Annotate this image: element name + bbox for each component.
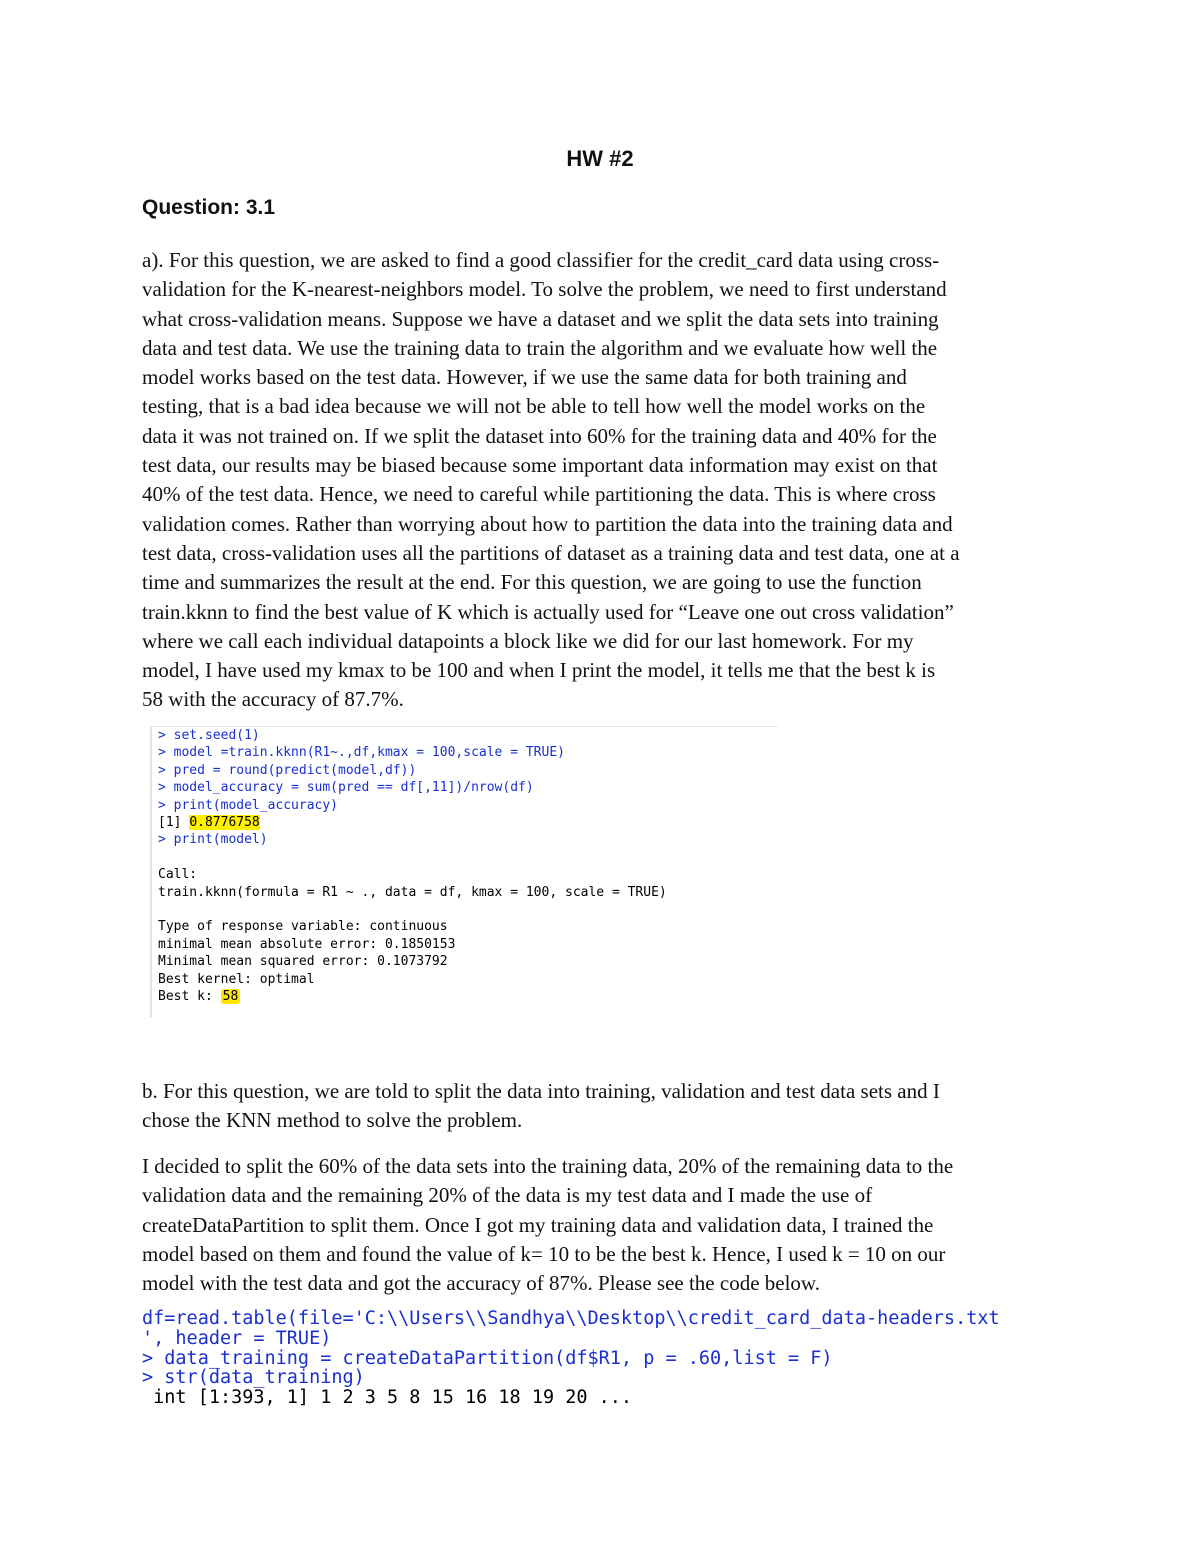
paragraph-line: chose the KNN method to solve the problem. (142, 1108, 523, 1133)
console-blank-line (152, 901, 778, 918)
console-line: > print(model) (158, 832, 268, 848)
part-b-paragraph (142, 1077, 1062, 1136)
paragraph-line: 40% of the test data. Hence, we need to careful while partitioning the data. This is where cross (142, 482, 936, 507)
paragraph-line: train.kknn to find the best value of K which is actually used for “Leave one out cross validation” (142, 599, 954, 624)
paragraph-line: 58 with the accuracy of 87.7%. (142, 687, 404, 712)
paragraph-line: I decided to split the 60% of the data sets into the training data, 20% of the remaining data to the (142, 1154, 954, 1178)
paragraph-line: model works based on the test data. However, if we use the same data for both training and (142, 365, 907, 390)
paragraph-line: time and summarizes the result at the end. For this question, we are going to use the function (142, 570, 922, 595)
paragraph-line: test data, our results may be biased because some important data information may exist on that (142, 453, 938, 478)
paragraph-line: data it was not trained on. If we split the dataset into 60% for the training data and 40% for the (142, 423, 937, 448)
highlighted-accuracy: 0.8776758 (189, 815, 260, 831)
console-output-line: train.kknn(formula = R1 ~ ., data = df, kmax = 100, scale = TRUE) (158, 884, 667, 900)
page-title: HW #2 (566, 146, 634, 171)
part-b-method-paragraph (142, 1152, 1062, 1298)
console-line: > set.seed(1) (158, 728, 260, 743)
console-output-line: Best kernel: optimal (158, 971, 315, 987)
paragraph-line: model with the test data and got the accuracy of 87%. Please see the code below. (142, 1271, 820, 1296)
console-line: > print(model_accuracy) (158, 797, 339, 813)
console-output-line (152, 988, 778, 1005)
paragraph-line: where we call each individual datapoints a block like we did for our last homework. For my (142, 628, 914, 653)
question-heading: Question: 3.1 (142, 196, 276, 219)
console-output-line: Minimal mean squared error: 0.1073792 (158, 954, 448, 970)
paragraph-line: b. For this question, we are told to split the data into training, validation and test data sets and I (142, 1079, 940, 1103)
code-line: ', header = TRUE) (142, 1327, 332, 1349)
code-line: > data_training = createDataPartition(df$R1, p = .60,list = F) (142, 1347, 833, 1369)
paragraph-line: what cross-validation means. Suppose we have a dataset and we split the data sets into training (142, 306, 939, 331)
r-code-block (142, 1309, 1062, 1408)
console-output-line: Type of response variable: continuous (158, 919, 448, 935)
paragraph-line: testing, that is a bad idea because we will not be able to tell how well the model works on the (142, 394, 926, 419)
console-line: > pred = round(predict(model,df)) (158, 762, 417, 778)
paragraph-line: test data, cross-validation uses all the partitions of dataset as a training data and test data, one at a (142, 540, 960, 565)
paragraph-line: data and test data. We use the training data to train the algorithm and we evaluate how well the (142, 335, 938, 360)
console-line: > model_accuracy = sum(pred == df[,11])/nrow(df) (158, 780, 534, 796)
code-line: df=read.table(file='C:\\Users\\Sandhya\\Desktop\\credit_card_data-headers.txt (142, 1308, 1000, 1329)
console-output-line: Call: (158, 867, 198, 883)
paragraph-line: validation comes. Rather than worrying about how to partition the data into the training data and (142, 511, 953, 536)
part-a-paragraph (142, 246, 1062, 715)
console-line: > model =train.kknn(R1~.,df,kmax = 100,scale = TRUE) (158, 745, 565, 761)
code-output-line: int [1:393, 1] 1 2 3 5 8 15 16 18 19 20 ... (142, 1387, 633, 1409)
paragraph-line: model, I have used my kmax to be 100 and when I print the model, it tells me that the best k is (142, 658, 936, 683)
paragraph-line: validation data and the remaining 20% of the data is my test data and I made the use of (142, 1183, 873, 1208)
paragraph-line: model based on them and found the value of k= 10 to be the best k. Hence, I used k = 10 on our (142, 1241, 946, 1266)
code-line: > str(data_training) (142, 1367, 365, 1389)
paragraph-line: a). For this question, we are asked to find a good classifier for the credit_card data using cross- (142, 248, 940, 272)
console-blank-line (152, 849, 778, 866)
highlighted-best-k: 58 (222, 989, 239, 1005)
r-console-screenshot (150, 726, 778, 1017)
output-prefix: [1] (158, 815, 190, 831)
paragraph-line: createDataPartition to split them. Once I got my training data and validation data, I trained the (142, 1212, 934, 1237)
paragraph-line: validation for the K-nearest-neighbors model. To solve the problem, we need to first understand (142, 277, 947, 302)
output-prefix: Best k: (158, 989, 221, 1005)
console-output-line (152, 814, 778, 831)
console-output-line: minimal mean absolute error: 0.1850153 (158, 936, 456, 952)
